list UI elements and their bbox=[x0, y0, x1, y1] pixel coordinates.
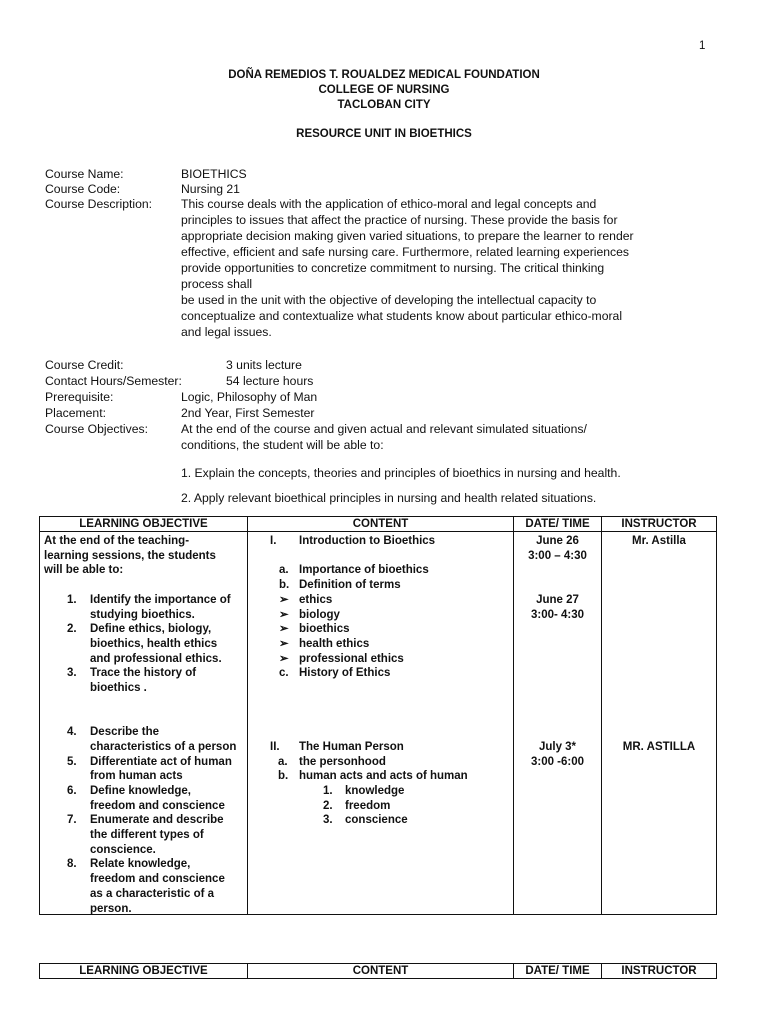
objective-number: 5. bbox=[67, 755, 77, 768]
objectives-intro-line: conditions, the student will be able to: bbox=[181, 438, 384, 452]
learning-plan-table-2 bbox=[39, 963, 717, 979]
objective-text: and professional ethics. bbox=[90, 652, 222, 665]
objective-text: Define ethics, biology, bbox=[90, 623, 212, 636]
description-line: be used in the unit with the objective of developing the intellectual capacity to bbox=[181, 293, 597, 307]
objective-text: freedom and conscience bbox=[90, 799, 225, 812]
course-description-label: Course Description: bbox=[45, 197, 153, 211]
objective-number: 8. bbox=[67, 858, 77, 871]
college-name: COLLEGE OF NURSING bbox=[318, 84, 450, 96]
content-text: The Human Person bbox=[299, 740, 404, 753]
objective-text: Define knowledge, bbox=[90, 784, 191, 797]
objective-text: Differentiate act of human bbox=[90, 755, 232, 768]
objective-text: bioethics . bbox=[90, 682, 147, 694]
content-text: Importance of bioethics bbox=[299, 564, 429, 577]
objectives-intro-line: At the end of the course and given actual and relevant simulated situations/ bbox=[181, 422, 587, 436]
date-time-value: 3:00 – 4:30 bbox=[528, 549, 587, 562]
objective-text: Describe the bbox=[90, 726, 160, 739]
content-marker: ➢ bbox=[279, 652, 289, 665]
content-text: health ethics bbox=[299, 637, 370, 650]
content-text: ethics bbox=[299, 593, 333, 606]
content-marker: ➢ bbox=[279, 593, 289, 606]
description-line: principles to issues that affect the practice of nursing. These provide the basis for bbox=[181, 213, 618, 227]
contact-hours-value: 54 lecture hours bbox=[226, 374, 314, 388]
objective-text: learning sessions, the students bbox=[44, 549, 216, 562]
description-line: and legal issues. bbox=[181, 325, 272, 339]
content-marker: b. bbox=[278, 770, 289, 783]
course-code-value: Nursing 21 bbox=[181, 182, 240, 196]
contact-hours-label: Contact Hours/Semester: bbox=[45, 374, 182, 388]
objective-text: studying bioethics. bbox=[90, 608, 195, 621]
date-time-value: June 26 bbox=[536, 535, 579, 547]
description-line: conceptualize and contextualize what students know about particular ethico-moral bbox=[181, 309, 623, 323]
objective-text: characteristics of a person bbox=[90, 740, 237, 753]
description-line: provide opportunities to concretize commitment to nursing. The critical thinking bbox=[181, 261, 605, 275]
content-marker: b. bbox=[279, 579, 290, 592]
content-marker: 1. bbox=[323, 784, 333, 797]
objective-text: conscience. bbox=[90, 843, 156, 856]
table-row bbox=[40, 532, 717, 915]
content-cell bbox=[248, 532, 514, 915]
objective-text: Trace the history of bbox=[90, 667, 197, 680]
objective-text: freedom and conscience bbox=[90, 873, 225, 886]
content-text: Definition of terms bbox=[299, 579, 401, 592]
page-number: 1 bbox=[699, 40, 706, 52]
header-learning-objective: LEARNING OBJECTIVE bbox=[40, 964, 248, 979]
objective-text: At the end of the teaching- bbox=[44, 535, 190, 547]
content-marker: a. bbox=[279, 564, 289, 577]
instructor-name: MR. ASTILLA bbox=[622, 740, 696, 753]
learning-plan-table bbox=[39, 516, 717, 915]
content-marker: I. bbox=[270, 535, 277, 547]
content-text: human acts and acts of human bbox=[299, 770, 468, 783]
objective-text: Enumerate and describe bbox=[90, 814, 224, 827]
placement-value: 2nd Year, First Semester bbox=[181, 406, 315, 420]
objectives-cell bbox=[40, 532, 248, 915]
table-header-row bbox=[40, 517, 717, 532]
placement-label: Placement: bbox=[45, 406, 106, 420]
course-objectives-intro bbox=[181, 421, 587, 453]
header-instructor: INSTRUCTOR bbox=[602, 517, 717, 532]
prerequisite-label: Prerequisite: bbox=[45, 390, 114, 404]
table-header-row bbox=[40, 964, 717, 979]
header-date-time: DATE/ TIME bbox=[514, 517, 602, 532]
course-objectives-label: Course Objectives: bbox=[45, 422, 148, 436]
objective-text: as a characteristic of a bbox=[90, 887, 215, 900]
course-code-label: Course Code: bbox=[45, 182, 121, 196]
city-name: TACLOBAN CITY bbox=[337, 99, 431, 111]
course-credit-value: 3 units lecture bbox=[226, 358, 302, 372]
instructor-name: Mr. Astilla bbox=[632, 535, 686, 547]
content-text: conscience bbox=[345, 814, 408, 827]
content-marker: a. bbox=[278, 755, 288, 768]
document-title: RESOURCE UNIT IN BIOETHICS bbox=[296, 128, 472, 140]
course-objective-1: 1. Explain the concepts, theories and principles of bioethics in nursing and health. bbox=[181, 466, 621, 480]
content-text: knowledge bbox=[345, 784, 405, 797]
header-learning-objective: LEARNING OBJECTIVE bbox=[40, 517, 248, 532]
content-text: freedom bbox=[345, 799, 391, 812]
course-name-value: BIOETHICS bbox=[181, 167, 247, 181]
objective-number: 3. bbox=[67, 667, 77, 680]
content-marker: ➢ bbox=[279, 623, 289, 636]
content-text: biology bbox=[299, 608, 340, 621]
content-marker: ➢ bbox=[279, 608, 289, 621]
description-line: appropriate decision making given varied situations, to prepare the learner to render bbox=[181, 229, 634, 243]
objective-text: will be able to: bbox=[44, 564, 124, 577]
content-marker: II. bbox=[270, 740, 280, 753]
content-marker: ➢ bbox=[279, 637, 289, 650]
date-time-value: July 3* bbox=[538, 740, 577, 753]
instructor-cell bbox=[602, 532, 717, 915]
date-time-value: 3:00- 4:30 bbox=[530, 608, 585, 621]
date-time-value: June 27 bbox=[536, 593, 579, 606]
course-objective-2: 2. Apply relevant bioethical principles in nursing and health related situations. bbox=[181, 491, 597, 505]
date-time-value: 3:00 -6:00 bbox=[530, 755, 585, 768]
header-content: CONTENT bbox=[248, 517, 514, 532]
content-marker: 2. bbox=[323, 799, 333, 812]
course-description bbox=[181, 196, 726, 340]
content-marker: c. bbox=[279, 667, 289, 680]
header-date-time: DATE/ TIME bbox=[514, 964, 602, 979]
description-line: process shall bbox=[181, 277, 253, 291]
content-text: bioethics bbox=[299, 623, 350, 636]
header-content: CONTENT bbox=[248, 964, 514, 979]
course-name-label: Course Name: bbox=[45, 167, 124, 181]
objective-number: 2. bbox=[67, 623, 77, 636]
description-line: effective, efficient and safe nursing care. Furthermore, related learning experiences bbox=[181, 245, 630, 259]
prerequisite-value: Logic, Philosophy of Man bbox=[181, 390, 318, 404]
institution-name: DOÑA REMEDIOS T. ROUALDEZ MEDICAL FOUNDATION bbox=[228, 69, 540, 81]
content-text: the personhood bbox=[299, 755, 386, 768]
content-marker: 3. bbox=[323, 814, 333, 827]
description-line: This course deals with the application of ethico-moral and legal concepts and bbox=[181, 197, 597, 211]
objective-text: from human acts bbox=[90, 770, 183, 783]
date-cell bbox=[514, 532, 602, 915]
content-text: Introduction to Bioethics bbox=[299, 535, 436, 547]
objective-text: Relate knowledge, bbox=[90, 858, 191, 871]
objective-text: Identify the importance of bbox=[90, 593, 231, 606]
content-text: History of Ethics bbox=[299, 667, 391, 680]
objective-text: person. bbox=[90, 902, 132, 915]
content-text: professional ethics bbox=[299, 652, 404, 665]
objective-text: bioethics, health ethics bbox=[90, 637, 218, 650]
objective-number: 7. bbox=[67, 814, 77, 827]
objective-number: 1. bbox=[67, 593, 77, 606]
objective-number: 6. bbox=[67, 784, 77, 797]
objective-text: the different types of bbox=[90, 829, 204, 841]
course-credit-label: Course Credit: bbox=[45, 358, 124, 372]
objective-number: 4. bbox=[67, 726, 77, 739]
header-instructor: INSTRUCTOR bbox=[602, 964, 717, 979]
